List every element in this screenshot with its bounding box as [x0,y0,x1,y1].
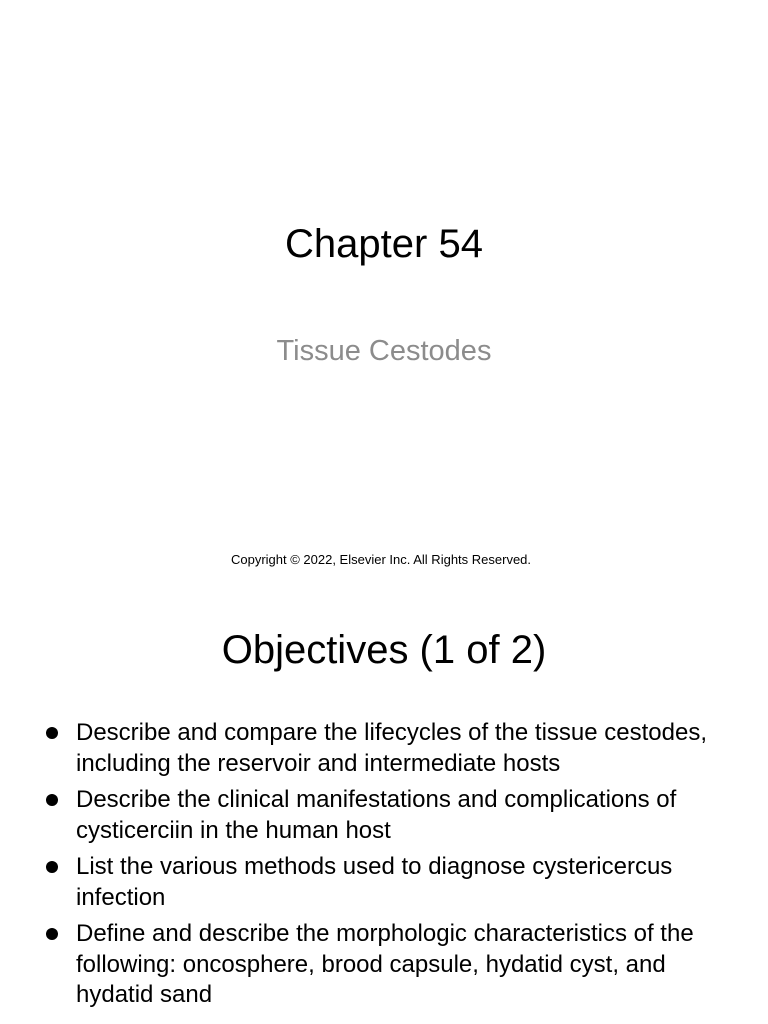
bullet-icon [46,794,58,806]
objective-item [40,852,740,913]
objective-text: Describe the clinical manifestations and complications of cysticerciin in the human host [76,786,677,844]
bullet-icon [46,861,58,873]
bullet-icon [46,928,58,940]
copyright-notice: Copyright © 2022, Elsevier Inc. All Rights Reserved. [230,552,532,567]
objective-item [40,785,740,846]
objective-text: Describe and compare the lifecycles of the tissue cestodes, including the reservoir and intermediate hosts [76,719,707,777]
chapter-subtitle: Tissue Cestodes [276,335,492,367]
bullet-icon [46,727,58,739]
objective-item [40,718,740,779]
objectives-list [40,718,740,1017]
objective-item [40,919,740,1011]
objective-text: List the various methods used to diagnose cystericercus infection [76,853,673,911]
objective-text: Define and describe the morphologic characteristics of the following: oncosphere, brood capsule, hydatid cyst, and hydatid sand [76,920,694,1008]
chapter-title: Chapter 54 [285,222,483,266]
objectives-title: Objectives (1 of 2) [221,628,547,672]
objectives-slide [0,595,768,1024]
